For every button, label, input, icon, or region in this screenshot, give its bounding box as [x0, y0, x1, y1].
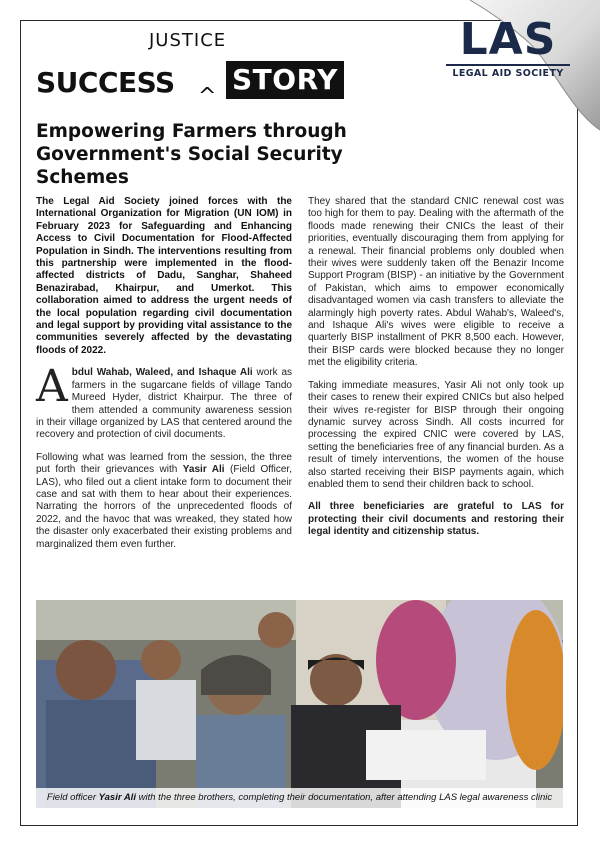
- beneficiary-names: bdul Wahab, Waleed, and Ishaque Ali: [71, 367, 253, 379]
- photo-caption: [36, 788, 563, 808]
- grievance-text-start: Following what was learned from the session, the three put forth their grievances with: [36, 451, 292, 476]
- intro-paragraph: The Legal Aid Society joined forces with the International Organization for Migration (UN IOM) in February 2023 for Safeguarding and Enhancing Access to Civil Documentation for Flood-Affected Population in Sindh. The interventions resulting from this partnership were implemented in the flood-affected districts of Dadu, Sanghar, Shaheed Benazirabad, Khairpur, and Umerkot. This collaboration aimed to address the urgent needs of the local population regarding civil documentation and legal support by providing vital assistance to the communities severely affected by the devastating floods of 2022.: [36, 196, 292, 356]
- caption-officer-name: Yasir Ali: [98, 792, 136, 803]
- story-paragraph-names: [36, 361, 293, 441]
- banner-word-success: SUCCESS: [36, 66, 175, 99]
- story-text: work as farmers in the sugarcane fields of village Tando Mureed Hyder, district Khairpur. The three of them attended a community awareness session in their village organized by LAS that centered around the recovery and protection of civil documents.: [36, 367, 293, 441]
- paragraph-cnic-bisp: They shared that the standard CNIC renewal cost was too high for them to pay. Dealing with the aftermath of the floods made renewing their CNICs the least of their priorities, eventually discouraging them from applying for a renewal. Their financial problems only doubled when their wives were suddenly taken off the Benazir Income Support Program (BISP) - an initiative by the Government of Pakistan, which aims to empower economically disadvantaged women via cash transfers to alleviate the alarmingly high poverty rates. Abdul Wahab's, Waleed's, and Ishaque Ali's wives were eligible to receive a quarterly BISP installment of PKR 8,500 each. However, their BISP cards were blocked because they no longer met the eligibility criteria.: [308, 196, 564, 369]
- right-column: [308, 196, 564, 549]
- logo-subtitle: LEGAL AID SOCIETY: [446, 64, 570, 79]
- paragraph-measures: Taking immediate measures, Yasir Ali not only took up their cases to renew their expired CNICs but also helped their wives re-register for BISP through their ongoing dynamic survey across Sindh. All costs incurred for processing the expired CNIC were covered by LAS, setting the beneficiaries free of any financial burden. As a result of timely interventions, the women of the house also started receiving their BISP payments again, which enabled them to send their children back to school.: [308, 379, 564, 490]
- success-story-banner: [36, 30, 366, 110]
- story-paragraph-grievances: [36, 452, 292, 551]
- caption-text-start: Field officer: [46, 792, 99, 803]
- paragraph-gratitude: All three beneficiaries are grateful to LAS for protecting their civil documents and restoring their legal identity and citizenship status.: [308, 501, 564, 538]
- left-column: [36, 196, 292, 561]
- field-officer-name: Yasir Ali: [182, 464, 225, 476]
- caption-text-end: with the three brothers, completing their documentation, after attending LAS legal awareness clinic: [135, 792, 553, 803]
- banner-word-story: STORY: [226, 61, 344, 99]
- photo-illustration: [36, 600, 563, 808]
- grievance-text-end: (Field Officer, LAS), who filed out a client intake form to document their case and sat with them to hear about their experiences. Narrating the horrors of the unprecedented floods of 2022, and the havoc that was wreaked, they stated how the disaster only exacerbated their existing problems and marginalized them even further.: [36, 464, 292, 550]
- drop-cap: A: [36, 361, 68, 413]
- page-title: Empowering Farmers through Government's Social Security Schemes: [36, 121, 347, 188]
- las-logo: [438, 14, 578, 79]
- documentation-photo: [36, 600, 563, 808]
- logo-mark: LAS: [459, 14, 557, 65]
- banner-caret: ^: [198, 84, 217, 109]
- banner-inserted-word: JUSTICE: [149, 30, 227, 51]
